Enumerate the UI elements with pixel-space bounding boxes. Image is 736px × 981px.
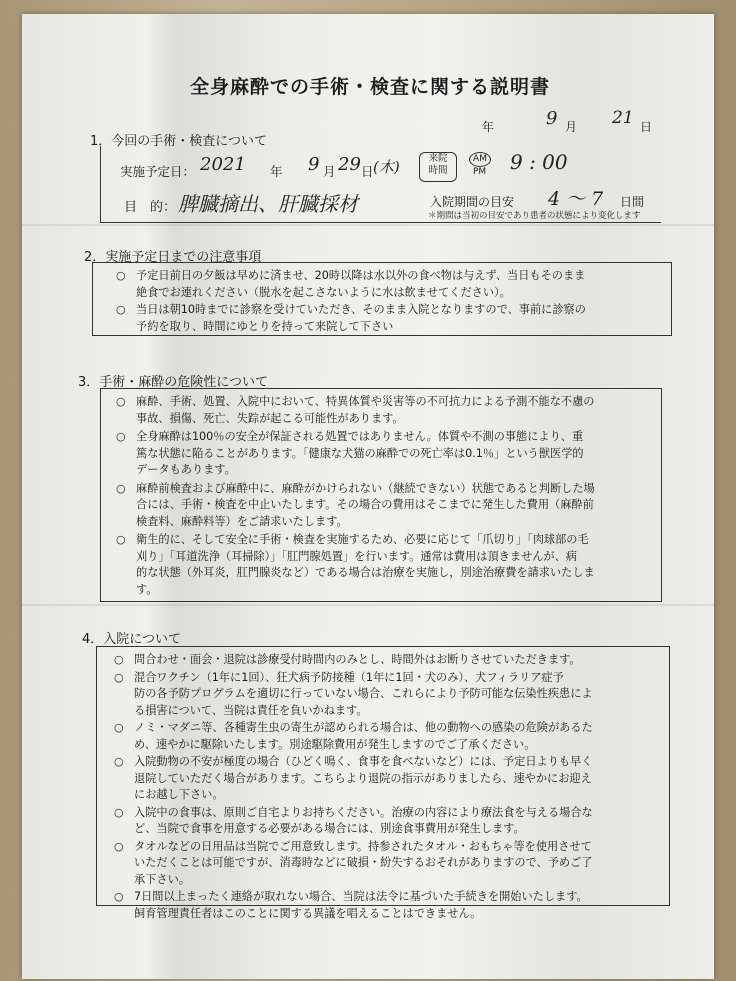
list-item-line: め、速やかに駆除いたします。別途駆除費用が発生しますのでご了承ください。 [134, 737, 536, 751]
bullet-icon: ○ [114, 890, 124, 903]
arrival-label-line2: 時間 [428, 165, 448, 176]
list-item-line: 退院していただく場合があります。こちらより退院の指示がありましたら、速やかにお迎え [134, 771, 592, 785]
purpose-label: 目 的： [124, 200, 177, 215]
bullet-icon: ○ [116, 395, 126, 408]
section2-item-line: 当日は朝10時までに診察を受けていただき、そのまま入院となりますので、事前に診察の [136, 303, 586, 316]
list-item-line: いただくことは可能ですが、消毒時などに破損・紛失するおそれがありますので、予めご了 [134, 856, 593, 869]
planned-day-value: 29 [338, 154, 361, 175]
list-item-line: ど、当院で食事を用意する必要がある場合には、別途食事費用が発生します。 [134, 822, 525, 835]
list-item-line: 混合ワクチン（1年に1回）、狂犬病予防接種（1年に1回・犬のみ）、犬フィラリア症予 [134, 670, 564, 684]
list-item-line: 承下さい。 [134, 872, 190, 886]
bullet-icon: ○ [114, 805, 124, 819]
section2-item-line: 絶食でお連れください（脱水を起こさないように水は飲ませてください）。 [136, 285, 511, 299]
document-title: 全身麻酔での手術・検査に関する説明書 [189, 76, 550, 98]
list-item-line: 麻酔、手術、処置、入院中において、特異体質や災害等の不可抗力による予測不能な不慮の [136, 395, 595, 408]
planned-month-label: 月 [323, 164, 336, 179]
list-item-line: 7日間以上まったく連絡が取れない場合、当院は法令に基づいた手続きを開始いたします。 [134, 890, 588, 903]
section1-heading: 1．今回の手術・検査について [90, 134, 268, 149]
list-item-line: 問合わせ・面会・退院は診療受付時間内のみとし、時間外はお断りさせていただきます。 [134, 653, 581, 666]
date-month-label: 月 [565, 120, 578, 134]
list-item-line: 防の各予防プログラムを適切に行っていない場合、これらにより予防可能な伝染性疾患によ [134, 687, 593, 700]
am-circle: AM [469, 152, 491, 167]
list-item-line: ノミ・マダニ等、各種寄生虫の寄生が認められる場合は、他の動物への感染の危険があるた [134, 721, 593, 734]
list-item-line: る損害について、当院は責任を負いかねます。 [134, 703, 368, 717]
list-item-line: データもあります。 [136, 463, 236, 476]
planned-year-label: 年 [270, 164, 283, 179]
list-item-line: 検査料、麻酔料等）をご請求いたします。 [136, 514, 348, 528]
section2-item-line: 予約を取り、時間にゆとりを持って来院して下さい [136, 319, 394, 333]
arrival-label-line1: 来院 [428, 153, 448, 164]
list-item-line: 入院動物の不安が極度の場合（ひどく鳴く、食事を食べないなど）には、予定日よりも早く [134, 755, 593, 768]
planned-date-label: 実施予定日： [120, 164, 196, 179]
stay-note: ＊期間は当初の目安であり患者の状態により変化します [428, 211, 641, 221]
purpose-value: 脾臓摘出、肝臓採材 [178, 192, 358, 216]
paper-fold [22, 224, 714, 226]
stay-label: 入院期間の目安 [430, 195, 515, 209]
list-item-line: にお越し下さい。 [134, 788, 224, 801]
bullet-icon: ○ [116, 303, 126, 316]
bullet-icon: ○ [114, 721, 124, 734]
list-item-line: 合には、手術・検査を中止いたします。その場合の費用はそこまでに発生した費用（麻酔前 [136, 498, 594, 511]
arrival-time-value: 9 : 00 [510, 150, 568, 174]
bullet-icon: ○ [116, 533, 126, 546]
section3-heading: 3．手術・麻酔の危険性について [78, 375, 269, 390]
list-item-line: タオルなどの日用品は当院でご用意致します。持参されたタオル・おもちゃ等を使用させて [134, 839, 592, 853]
bullet-icon: ○ [114, 653, 124, 666]
section4-heading: 4．入院について [82, 632, 182, 647]
date-day-label: 日 [640, 120, 653, 134]
section2-heading: 2．実施予定日までの注意事項 [84, 250, 262, 265]
list-item-line: 篤な状態に陥ることがあります。「健康な犬猫の麻酔での死亡率は0.1％」という獣医学的 [136, 446, 584, 460]
bullet-icon: ○ [114, 755, 124, 768]
list-item-line: 的な状態（外耳炎，肛門腺炎など）である場合は治療を実施し，別途治療費を請求いたしま [136, 566, 595, 579]
planned-year-value: 2021 [200, 154, 246, 175]
list-item-line: 入院中の食事は、原則ご自宅よりお持ちください。治療の内容により療法食を与える場合な [134, 805, 593, 819]
section2-item-line: 予定日前日の夕飯は早めに済ませ、20時以降は水以外の食べ物は与えず、当日もそのまま [136, 269, 586, 282]
date-year-label: 年 [482, 120, 495, 134]
planned-weekday: (木) [373, 158, 400, 176]
bullet-icon: ○ [116, 481, 126, 495]
bullet-icon: ○ [114, 839, 124, 853]
stay-unit: 日間 [620, 195, 645, 209]
bullet-icon: ○ [114, 670, 124, 684]
arrival-time-badge [419, 152, 457, 182]
pm-label: PM [473, 167, 487, 177]
paper-fold [22, 604, 714, 606]
bullet-icon: ○ [116, 430, 126, 443]
date-day-value: 21 [612, 108, 634, 128]
list-item-line: 飼育管理責任者はこのことに関する異議を唱えることはできません。 [134, 906, 482, 920]
list-item-line: 事故、損傷、死亡、失踪が起こる可能性があります。 [136, 411, 404, 425]
planned-day-label: 日 [361, 164, 374, 179]
stay-value: 4 ～ 7 [548, 188, 604, 210]
list-item-line: 衛生的に、そして安全に手術・検査を実施するため、必要に応じて「爪切り」「肉球部の毛 [136, 533, 589, 546]
list-item-line: 麻酔前検査および麻酔中に、麻酔がかけられない（継続できない）状態であると判断した場 [136, 481, 595, 495]
planned-month-value: 9 [308, 154, 320, 175]
list-item-line: 刈り」「耳道洗浄（耳掃除）」「肛門腺処置」を行います。通常は費用は頂きませんが、病 [136, 549, 577, 563]
bullet-icon: ○ [116, 269, 126, 282]
list-item-line: 全身麻酔は100％の安全が保証される処置ではありません。体質や不測の事態により、重 [136, 430, 584, 443]
list-item-line: す。 [136, 582, 158, 596]
date-month-value: 9 [546, 108, 558, 129]
